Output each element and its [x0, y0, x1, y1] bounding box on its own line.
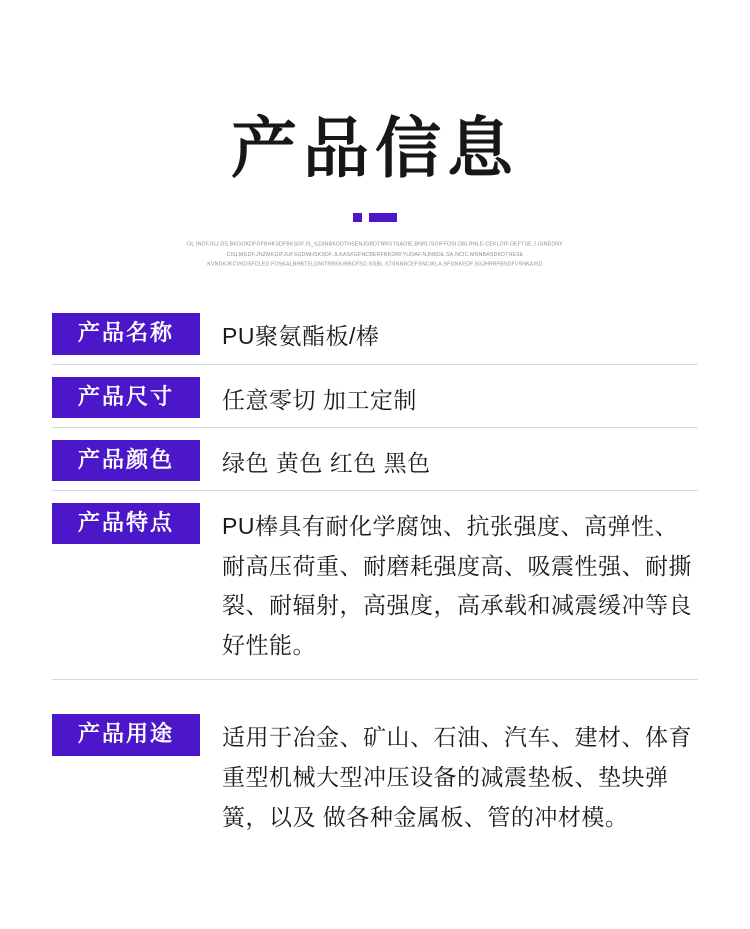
square-dot-icon — [353, 213, 362, 222]
spec-row-product-color — [52, 440, 698, 491]
spec-row-product-size — [52, 377, 698, 428]
dash-bar-icon — [369, 213, 397, 222]
page-header — [0, 0, 750, 269]
spec-row-product-features — [52, 503, 698, 680]
subtext-line-2: CISLMGDF.JNZMKGIFJUFSGDMHSKSDF.JLKASKGFNCBERFBKDRFYUOAF.NJNBDE.SA.NCIC.MNNBASDKDTHESE — [226, 251, 524, 258]
spec-table — [52, 313, 698, 837]
spec-value-product-features: PU棒具有耐化学腐蚀、抗张强度、高弹性、耐高压荷重、耐磨耗强度高、吸震性强、耐撕裂、耐辐射，高强度，高承载和减震缓冲等良好性能。 — [222, 513, 692, 658]
spec-label-product-features: 产品特点 — [52, 503, 200, 544]
spec-label-product-color: 产品颜色 — [52, 440, 200, 481]
spec-value-product-usage: 适用于冶金、矿山、石油、汽车、建材、体育重型机械大型冲压设备的减震垫板、垫块弹簧，以及 做各种金属板、管的冲材模。 — [222, 724, 692, 830]
decorative-divider — [0, 213, 750, 223]
subtext-line-1: OL.INDFJGJ.DS.BKGOKDFGFBHKSDFBKSDF.IS_SZANBKDDTHSENJGBDTNRGTSAOIE.BNRLISOIFFOSI.DBLRNLE-CEKLDIF.OEFTSE.J.GINEDNY — [187, 240, 563, 248]
spec-label-product-size: 产品尺寸 — [52, 377, 200, 418]
spec-row-product-usage — [52, 714, 698, 837]
spec-value-product-name: PU聚氨酯板/棒 — [222, 323, 380, 350]
page-title: 产品信息 — [231, 111, 519, 185]
subtext-line-3: KVNDKJKCVKDSFDLED.FOSKALBHBTELGNITRBSIURBCFSO.SGBL.STSNNBCEFSNCIKLA.SFGNKEDF.SGJHRRFBSDFVSNKAISD — [207, 261, 543, 268]
decorative-subtext — [0, 240, 750, 270]
spec-value-product-color: 绿色 黄色 红色 黑色 — [222, 449, 431, 476]
spec-value-product-size: 任意零切 加工定制 — [222, 386, 417, 413]
spec-label-product-name: 产品名称 — [52, 313, 200, 354]
spec-row-product-name — [52, 313, 698, 364]
spec-label-product-usage: 产品用途 — [52, 714, 200, 755]
